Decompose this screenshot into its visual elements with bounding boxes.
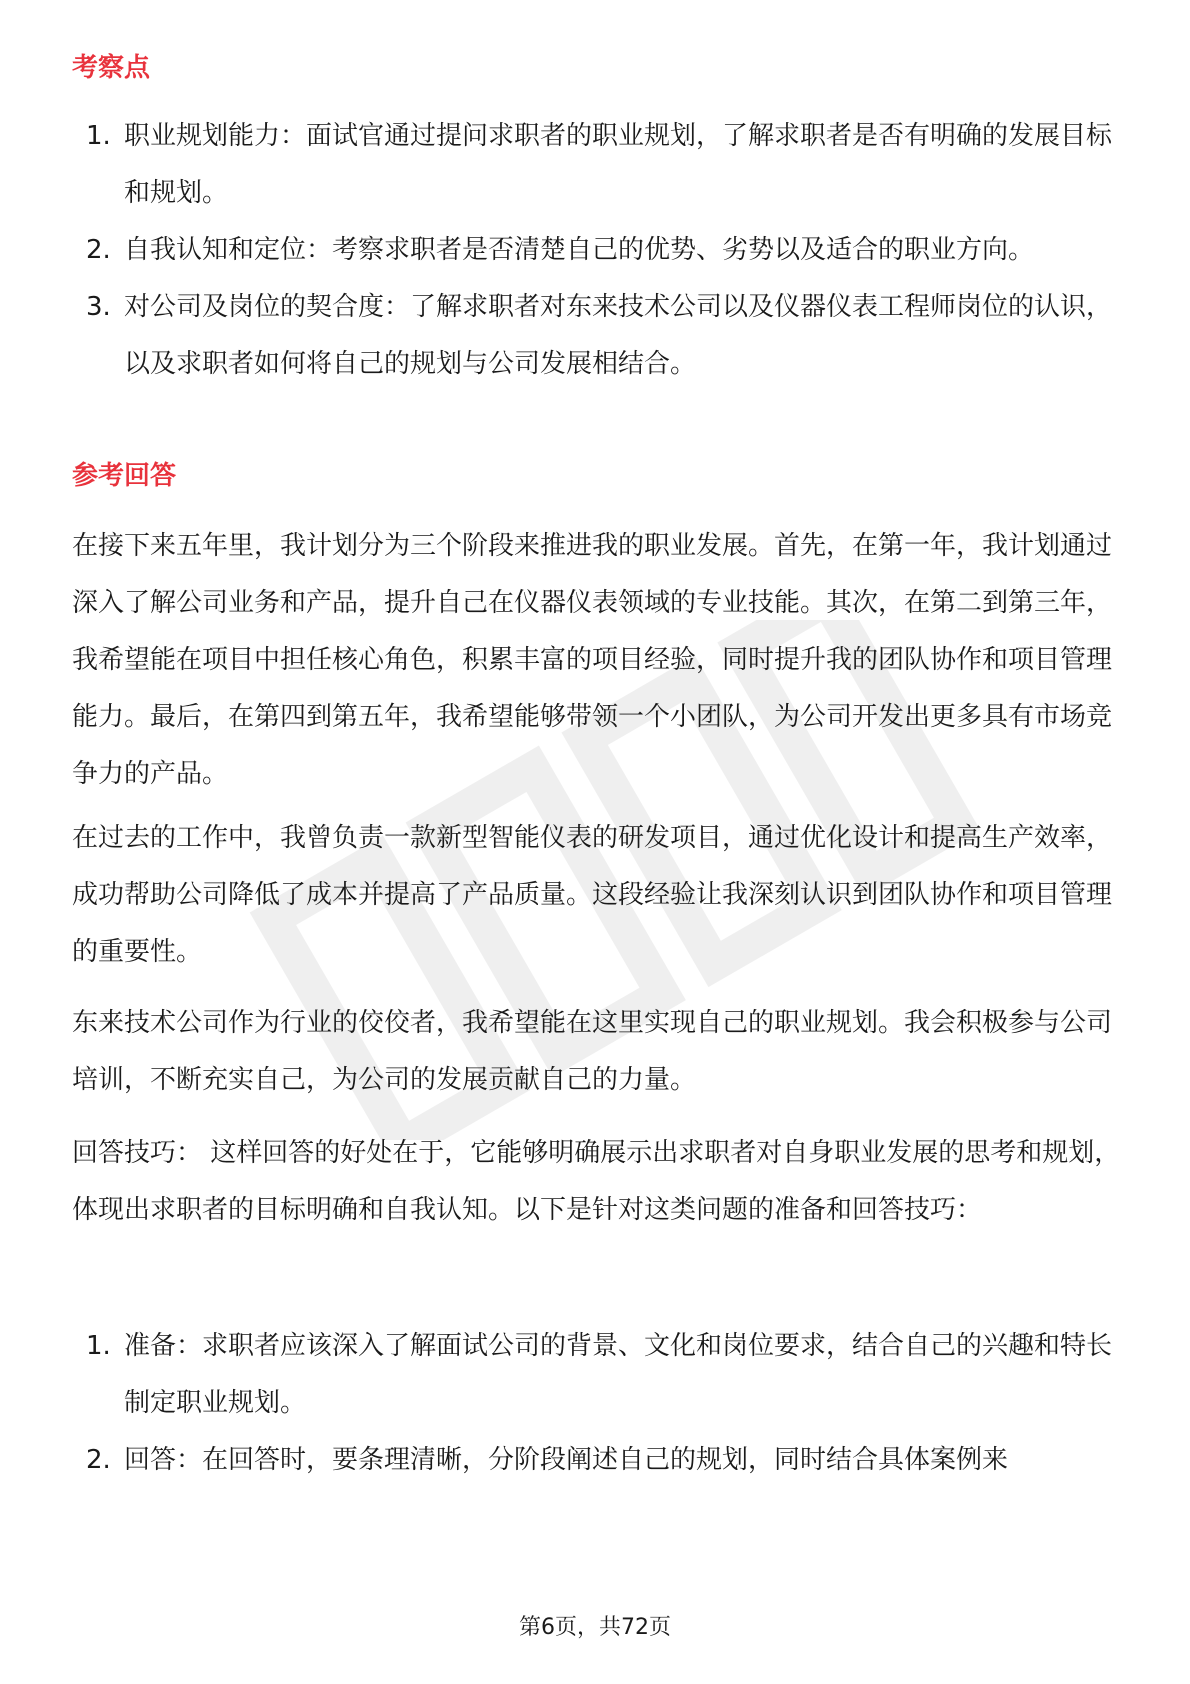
list-item-number: 2. bbox=[86, 1445, 111, 1475]
answer-paragraph-1: 在接下来五年里，我计划分为三个阶段来推进我的职业发展。首先，在第一年，我计划通过深入了解公司业务和产品，提升自己在仪器仪表领域的专业技能。其次，在第二到第三年，我希望能在项目中担任核心角色，积累丰富的项目经验，同时提升我的团队协作和项目管理能力。最后，在第四到第五年，我希望能够带领一个小团队，为公司开发出更多具有市场竞争力的产品。 bbox=[72, 531, 1113, 789]
list-item bbox=[72, 108, 1122, 222]
list-item-text: 对公司及岗位的契合度：了解求职者对东来技术公司以及仪器仪表工程师岗位的认识，以及求职者如何将自己的规划与公司发展相结合。 bbox=[124, 292, 1113, 379]
list-item-text: 职业规划能力：面试官通过提问求职者的职业规划，了解求职者是否有明确的发展目标和规划。 bbox=[124, 121, 1113, 208]
list-item-text: 准备：求职者应该深入了解面试公司的背景、文化和岗位要求，结合自己的兴趣和特长制定职业规划。 bbox=[124, 1331, 1113, 1418]
list-item-number: 2. bbox=[86, 235, 111, 265]
page-number: 第6页，共72页 bbox=[519, 1615, 671, 1640]
list-item-number: 1. bbox=[86, 1331, 111, 1361]
list-item bbox=[72, 1432, 1122, 1489]
answer-paragraph-2: 在过去的工作中，我曾负责一款新型智能仪表的研发项目，通过优化设计和提高生产效率，成功帮助公司降低了成本并提高了产品质量。这段经验让我深刻认识到团队协作和项目管理的重要性。 bbox=[72, 823, 1113, 967]
answer-tips-intro: 回答技巧： 这样回答的好处在于，它能够明确展示出求职者对自身职业发展的思考和规划，体现出求职者的目标明确和自我认知。以下是针对这类问题的准备和回答技巧： bbox=[72, 1138, 1121, 1225]
list-item-text: 回答：在回答时，要条理清晰，分阶段阐述自己的规划，同时结合具体案例来 bbox=[124, 1445, 1009, 1475]
list-item-number: 1. bbox=[86, 121, 111, 151]
answer-paragraph-3: 东来技术公司作为行业的佼佼者，我希望能在这里实现自己的职业规划。我会积极参与公司培训，不断充实自己，为公司的发展贡献自己的力量。 bbox=[72, 1008, 1113, 1095]
list-item-number: 3. bbox=[86, 292, 111, 322]
list-item-text: 自我认知和定位：考察求职者是否清楚自己的优势、劣势以及适合的职业方向。 bbox=[124, 235, 1035, 265]
list-item bbox=[72, 222, 1122, 279]
kaocha-list bbox=[72, 108, 1122, 393]
section-title-kaocha: 考察点 bbox=[72, 53, 151, 83]
list-item bbox=[72, 279, 1122, 393]
list-item bbox=[72, 1318, 1122, 1432]
tips-list bbox=[72, 1318, 1122, 1489]
section-title-answer: 参考回答 bbox=[72, 461, 177, 491]
